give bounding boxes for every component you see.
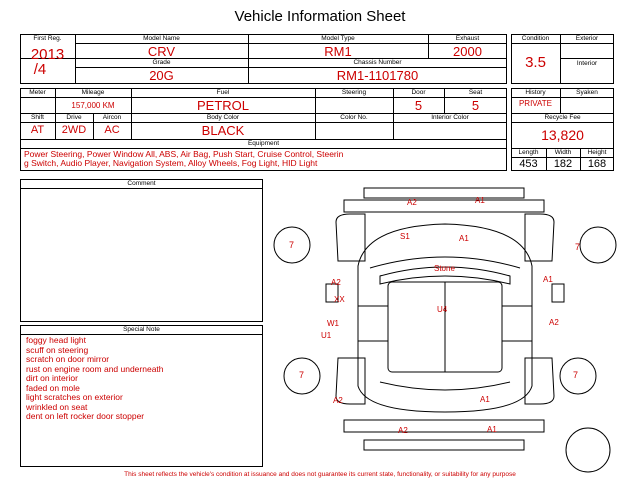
damage-mark: Stone xyxy=(434,264,455,273)
drive-label: Drive xyxy=(66,114,82,121)
special-note-item: dirt on interior xyxy=(26,373,78,383)
length-label: Length xyxy=(518,149,539,156)
door-label: Door xyxy=(411,89,426,96)
special-note-item: wrinkled on seat xyxy=(26,401,88,412)
fuel: PETROL xyxy=(196,98,249,113)
special-note-label: Special Note xyxy=(123,326,160,333)
color-no-label: Color No. xyxy=(340,114,368,121)
model-type-label: Model Type xyxy=(321,35,355,42)
special-note-item: dent on left rocker door stopper xyxy=(26,411,145,421)
damage-mark: U4 xyxy=(437,305,448,314)
first-reg-month: /4 xyxy=(33,61,47,78)
grade: 20G xyxy=(149,68,174,83)
damage-mark: A1 xyxy=(475,196,485,205)
damage-mark: A2 xyxy=(407,198,417,207)
seat-count: 5 xyxy=(471,98,480,113)
seat-label: Seat xyxy=(468,89,483,96)
rear-bumper-shape xyxy=(344,420,544,432)
width-label: Width xyxy=(554,149,572,156)
comment-box xyxy=(20,179,263,322)
condition-label: Condition xyxy=(521,35,550,42)
tire-front-left-mark: 7 xyxy=(289,240,295,250)
history-label: History xyxy=(525,89,546,96)
aircon-label: Aircon xyxy=(102,114,122,121)
damage-mark: A2 xyxy=(331,278,341,287)
special-note-item: scuff on steering xyxy=(26,344,89,355)
mileage: 157,000 KM xyxy=(71,101,115,110)
damage-mark: XX xyxy=(334,295,345,304)
damage-mark: A2 xyxy=(398,426,408,435)
disclaimer: This sheet reflects the vehicle's condition at issuance and does not guarantee its current state, functionality, or suitability for any purpose xyxy=(124,471,516,478)
tire-rear-right-mark: 7 xyxy=(573,370,579,380)
damage-mark: U1 xyxy=(321,331,332,340)
chassis-label: Chassis Number xyxy=(353,59,402,66)
interior-label: Interior xyxy=(576,60,598,67)
exterior-label: Exterior xyxy=(575,35,599,42)
special-note-item: foggy head light xyxy=(26,335,87,345)
body-color-label: Body Color xyxy=(206,114,240,121)
mileage-label: Mileage xyxy=(81,89,105,96)
first-reg-label: First Reg. xyxy=(33,35,62,42)
height-label: Height xyxy=(587,149,607,156)
special-note-item: scratch on door mirror xyxy=(26,354,110,364)
chassis-number: RM1-1101780 xyxy=(336,68,419,83)
shift-label: Shift xyxy=(30,114,44,121)
damage-mark: A1 xyxy=(480,395,490,404)
equipment-line-1: Power Steering, Power Window All, ABS, Air Bag, Push Start, Cruise Control, Steerin xyxy=(24,149,344,159)
damage-mark: S1 xyxy=(400,232,410,241)
special-note-item: rust on engine room and underneath xyxy=(26,363,164,374)
comment-label: Comment xyxy=(127,180,156,187)
damage-mark: A1 xyxy=(543,275,553,284)
drive: 2WD xyxy=(61,124,87,136)
equipment-line-2: g Switch, Audio Player, Navigation System, Alloy Wheels, Fog Light, HID Light xyxy=(24,158,318,168)
model-name-label: Model Name xyxy=(143,35,180,42)
tire-rear-left-mark: 7 xyxy=(299,370,305,380)
first-reg-year: 2013 xyxy=(30,46,65,63)
recycle-fee: 13,820 xyxy=(541,127,584,143)
equipment-label: Equipment xyxy=(247,140,280,147)
aircon: AC xyxy=(104,124,120,136)
length-value: 453 xyxy=(519,158,538,170)
damage-mark: W1 xyxy=(327,319,339,328)
damage-mark: A1 xyxy=(487,425,497,434)
exhaust: 2000 xyxy=(453,44,482,59)
history: PRIVATE xyxy=(518,99,553,108)
condition-score: 3.5 xyxy=(525,54,546,71)
meter-label: Meter xyxy=(29,89,46,96)
steering-label: Steering xyxy=(341,89,367,96)
fuel-label: Fuel xyxy=(216,89,230,96)
shift: AT xyxy=(30,124,45,136)
recycle-label: Recycle Fee xyxy=(544,114,581,121)
body-color: BLACK xyxy=(201,123,245,138)
width-value: 182 xyxy=(553,158,573,170)
exhaust-label: Exhaust xyxy=(455,35,480,42)
model-type: RM1 xyxy=(324,44,352,59)
door-count: 5 xyxy=(414,98,423,113)
front-bumper-shape xyxy=(364,188,524,198)
damage-mark: A1 xyxy=(459,234,469,243)
interior-color-label: Interior Color xyxy=(431,114,469,121)
damage-mark: A2 xyxy=(549,318,559,327)
page-title: Vehicle Information Sheet xyxy=(234,8,406,25)
spare-tire-shape xyxy=(566,428,610,472)
tire-front-right-shape xyxy=(580,227,616,263)
grade-label: Grade xyxy=(152,59,171,66)
model-name: CRV xyxy=(147,44,176,59)
syaken-label: Syaken xyxy=(576,89,598,96)
special-note-item: light scratches on exterior xyxy=(26,392,123,402)
special-note-item: faded on mole xyxy=(26,382,80,393)
tire-front-right-mark: 7 xyxy=(575,242,581,252)
special-note-list xyxy=(26,336,164,422)
height-value: 168 xyxy=(587,158,607,170)
damage-mark: A2 xyxy=(333,396,343,405)
